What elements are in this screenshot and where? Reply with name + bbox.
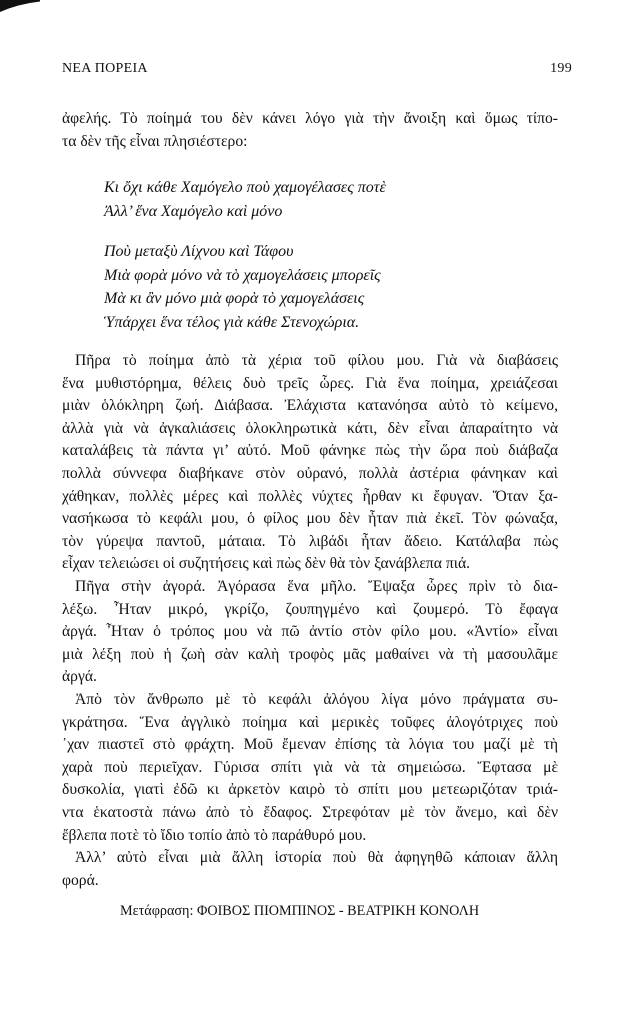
text-line: ἔβλεπα ποτὲ τὸ ἴδιο τοπίο ἀπὸ τὸ παράθυρό μου.	[62, 826, 367, 844]
text-line: χαρὰ ποὺ περιεῖχαν. Γύρισα σπίτι γιὰ νὰ τὰ σημειώσω. Ἔφτασα μὲ	[62, 758, 558, 776]
paragraph-2	[62, 576, 558, 689]
paragraph-1	[62, 350, 558, 576]
text-line: ἀργά.	[62, 668, 97, 686]
text-line: τὸν γύρεψα παντοῦ, μάταια. Τὸ λιβάδι ἦταν ἄδειο. Κατάλαβα πὼς	[62, 532, 558, 550]
paragraph-4	[62, 847, 558, 892]
translation-credit: Μετάφραση: ΦΟΙΒΟΣ ΠΙΟΜΠΙΝΟΣ - ΒΕΑΤΡΙΚΗ ΚΟΝΟΛΗ	[120, 903, 480, 919]
text-line: τα δὲν τῆς εἶναι πλησιέστερο:	[62, 132, 248, 150]
text-line: ᾽χαν πιαστεῖ στὸ φράχτη. Μοῦ ἔμεναν ἐπίσης τὰ λόγια του μαζί μὲ τὴ	[62, 736, 558, 754]
text-line: μιὰν ὁλόκληρη ζωή. Διάβασα. Ἐλάχιστα κατανόησα αὐτὸ τὸ κείμενο,	[62, 397, 558, 415]
poem-line: Μιὰ φορὰ μόνο νὰ τὸ χαμογελάσεις μπορεῖς	[104, 266, 381, 284]
text-line: Πῆρα τὸ ποίημα ἀπὸ τὰ χέρια τοῦ φίλου μου. Γιὰ νὰ διαβάσεις	[75, 352, 558, 369]
text-line: ἀφελής. Τὸ ποίημά του δὲν κάνει λόγο γιὰ τὴν ἄνοιξη καὶ ὅμως τίπο-	[62, 110, 558, 127]
intro-paragraph	[62, 108, 558, 153]
text-line: δυσκολία, γιατὶ ἐδῶ κι ἀρκετὸν καιρὸ τὸ σπίτι μου μετεωριζόταν τριά-	[62, 781, 558, 799]
running-title: ΝΕΑ ΠΟΡΕΙΑ	[62, 61, 148, 76]
text-line: νασήκωσα τὸ κεφάλι μου, ὁ φίλος μου δὲν ἦταν πιὰ ἐκεῖ. Τὸν φώναξα,	[62, 510, 558, 528]
poem-line: Μὰ κι ἂν μόνο μιὰ φορὰ τὸ χαμογελάσεις	[104, 290, 365, 307]
text-line: ἕνα μυθιστόρημα, θέλεις δυὸ τρεῖς ὧρες. Γιὰ ἕνα ποίημα, χρειάζεσαι	[62, 374, 558, 392]
text-line: μιὰ λέξη ποὺ ἡ ζωὴ σὰν καλὴ τροφὸς μᾶς μαθαίνει νὰ τὴ μασουλᾶμε	[62, 645, 558, 663]
text-line: καταλάβεις τὰ πάντα γι’ αὐτό. Μοῦ φάνηκε πὼς τὴν ὥρα ποὺ διάβαζα	[62, 442, 558, 460]
poem-stanza-2	[104, 240, 544, 334]
poem-line: Κι ὄχι κάθε Χαμόγελο ποὺ χαμογέλασες ποτὲ	[104, 179, 386, 196]
text-line: Ἀλλ’ αὐτὸ εἶναι μιὰ ἄλλη ἱστορία ποὺ θὰ ἀφηγηθῶ κάποιαν ἄλλη	[75, 849, 558, 866]
text-line: λέξω. Ἦταν μικρό, γκρίζο, ζουπηγμένο καὶ ζουμερό. Τὸ ἔφαγα	[62, 600, 558, 618]
text-line: ντα ἑκατοστὰ πάνω ἀπὸ τὸ ἔδαφος. Στρεφόταν μὲ τὸν ἄνεμο, καὶ δὲν	[62, 803, 558, 821]
paragraph-3	[62, 689, 558, 847]
text-line: Ἀπὸ τὸν ἄνθρωπο μὲ τὸ κεφάλι ἀλόγου λίγα μόνο πράγματα συ-	[75, 691, 558, 708]
text-line: γκράτησα. Ἕνα ἀγγλικὸ ποίημα καὶ μερικὲς τοῦφες ἀλογότριχες ποὺ	[62, 713, 558, 731]
poem-line: Ὑπάρχει ἕνα τέλος γιὰ κάθε Στενοχώρια.	[104, 313, 360, 331]
text-line: εἶχαν τελειώσει οἱ συζητήσεις καὶ πὼς δὲν θὰ τὸν ξανάβλεπα πιά.	[62, 555, 471, 573]
poem-line: Ποὺ μεταξὺ Λίχνου καὶ Τάφου	[104, 243, 294, 260]
text-line: ἀλλὰ γιὰ νὰ ἀγκαλιάσεις ὁλοκληρωτικὰ κάτι, δὲν εἶναι ἀπαραίτητο νὰ	[62, 419, 558, 437]
text-line: ἀργά. Ἦταν ὁ τρόπος μου νὰ πῶ ἀντίο στὸν φίλο μου. «Ἀντίο» εἶναι	[62, 623, 558, 641]
poem-line: Ἀλλ’ ἕνα Χαμόγελο καὶ μόνο	[104, 202, 283, 220]
poem-stanza-1	[104, 176, 544, 223]
text-line: πολλὰ σύννεφα διαβήκανε στὸν οὐρανό, πολλὰ ἀστέρια φάνηκαν καὶ	[62, 464, 558, 482]
text-line: φορά.	[62, 871, 99, 889]
scan-edge-mark	[0, 0, 40, 14]
text-line: Πῆγα στὴν ἀγορά. Ἀγόρασα ἕνα μῆλο. Ἔψαξα ὧρες πρὶν τὸ δια-	[75, 578, 558, 595]
page-number: 199	[550, 61, 572, 76]
text-line: χάθηκαν, πολλὲς μέρες καὶ πολλὲς νύχτες ἦρθαν κι ἔφυγαν. Ὅταν ξα-	[62, 487, 558, 505]
running-header	[62, 61, 572, 79]
